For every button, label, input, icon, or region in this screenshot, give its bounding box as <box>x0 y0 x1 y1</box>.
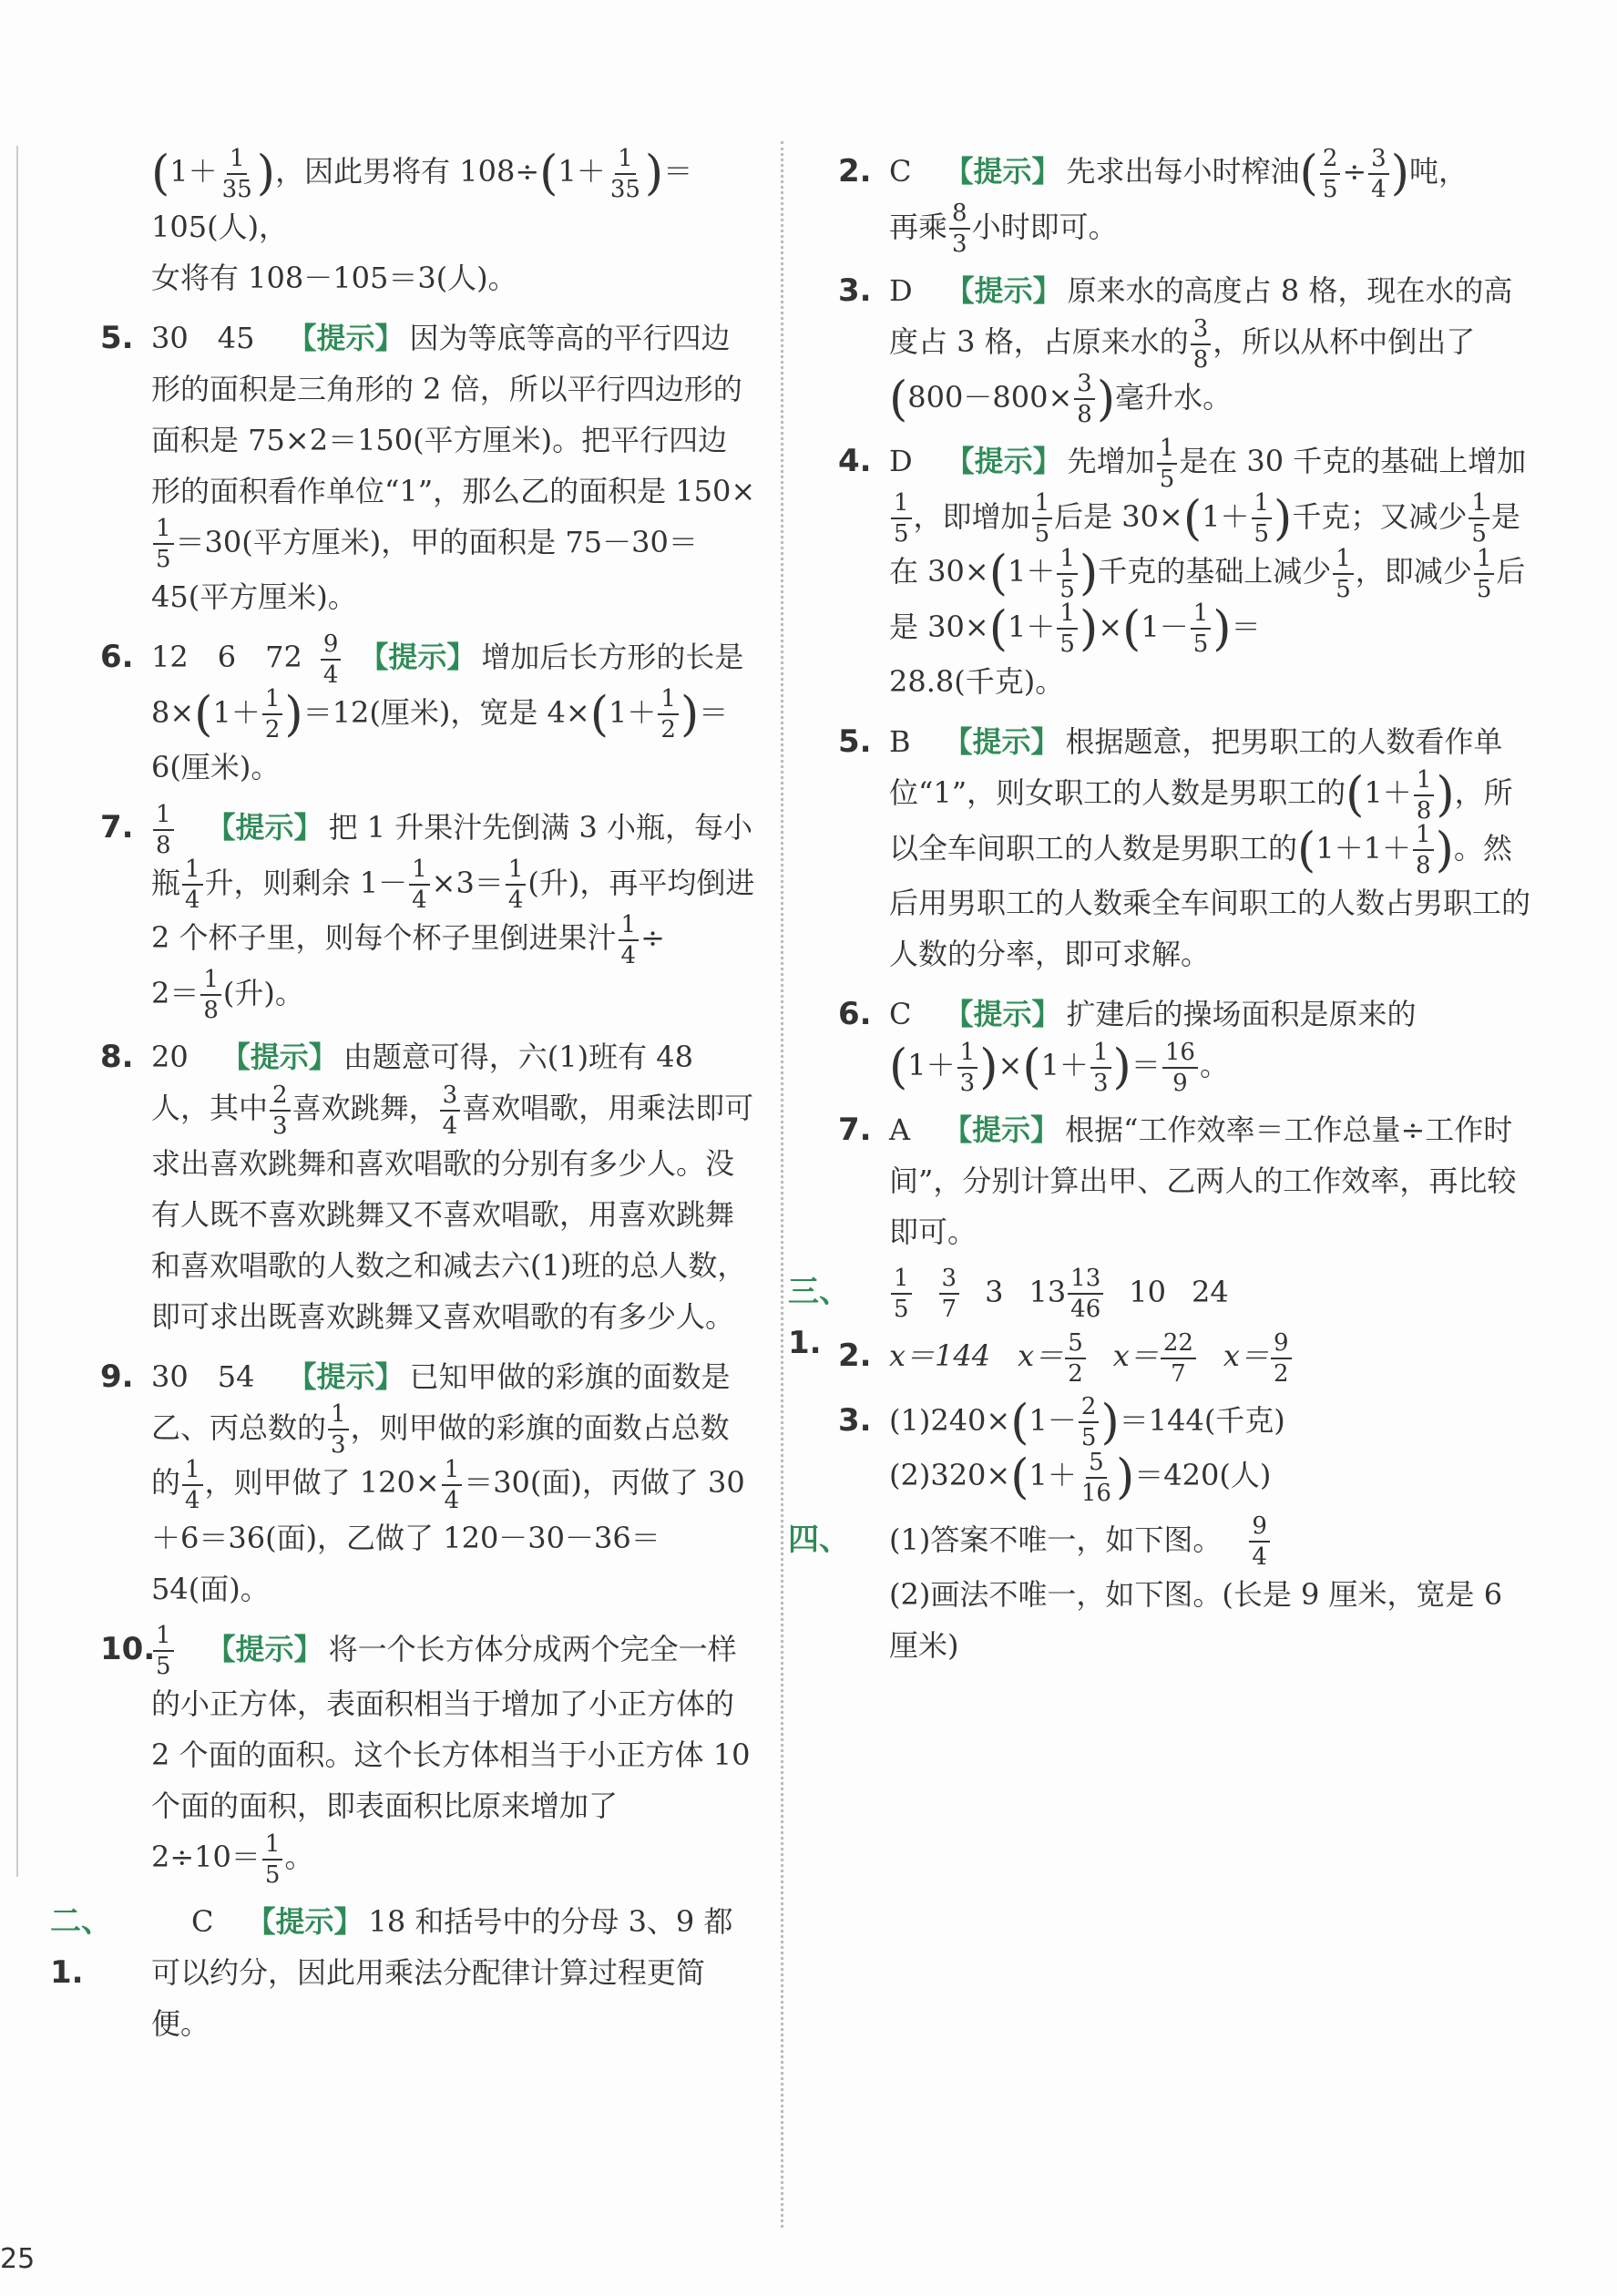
column-divider <box>781 141 783 2228</box>
margin-rule <box>16 146 18 1877</box>
hint-label: 【提示】 <box>220 1040 338 1074</box>
hint-label: 【提示】 <box>206 1631 323 1666</box>
answer-item-r2: 2. C 【提示】 先求出每小时榨油( $\frac{2}{5}$ ÷ $\frac{3}{4}$ )吨， 再乘 $\frac{8}{3}$ 小时即可。 <box>838 144 1469 258</box>
answer-item-8: 8. 20 【提示】 由题意可得，六(1)班有 48 人，其中 $\frac{2}{3}$ 喜欢跳舞， $\frac{3}{4}$ 喜欢唱歌，用乘法即可求出喜欢跳舞和喜欢唱歌的分别有多少人。没有人既不喜欢跳舞又不喜欢唱歌，用喜欢跳舞和喜欢唱歌的人数之和减去六(1)班的总人数，即可求出既喜欢跳舞又喜欢唱歌的有多少人。 <box>100 1039 754 1334</box>
right-column <box>788 144 1531 1680</box>
answer-item-6: 6. 12 6 72 $\frac{9}{4}$ 【提示】 增加后长方形的长是 8×(1＋ $\frac{1}{2}$ )＝12(厘米)，宽是 4×(1＋ $\frac{1}{2}$ )＝ 6(厘米)。 <box>100 630 744 784</box>
fraction: $\frac{1}{35}$ <box>609 144 640 203</box>
answer-item-r7: 7. A 【提示】 根据“工作效率＝工作总量÷工作时间”，分别计算出甲、乙两人的工作效率，再比较即可。 <box>838 1111 1517 1249</box>
answer-item-r3: 3. D 【提示】 原来水的高度占 8 格，现在水的高度占 3 格，占原来水的 $\frac{3}{8}$ ，所以从杯中倒出了(800－800× $\frac{3}{8}$ )毫升水。 <box>838 272 1513 428</box>
answer-item-9: 9. 30 54 【提示】 已知甲做的彩旗的面数是乙、丙总数的 $\frac{1}{3}$ ，则甲做的彩旗的面数占总数的 $\frac{1}{4}$ ，则甲做了 120× $\frac{1}{4}$ ＝30(面)，丙做了 30＋6＝36(面)，乙做了 120－30－36＝54(面)。 <box>100 1358 745 1606</box>
left-column <box>50 144 756 2058</box>
hint-label: 【提示】 <box>359 640 476 674</box>
hint-label: 【提示】 <box>206 810 323 845</box>
hint-label: 【提示】 <box>287 1358 404 1394</box>
hint-label: 【提示】 <box>943 1112 1060 1147</box>
hint-label: 【提示】 <box>287 320 404 355</box>
answer-item-r6: 6. C 【提示】 扩建后的操场面积是原来的 (1＋ $\frac{1}{3}$ )×(1＋ $\frac{1}{3}$ )＝ $\frac{16}{9}$ 。 <box>838 996 1417 1097</box>
hint-label: 【提示】 <box>945 444 1062 478</box>
answer-item-10: 10. $\frac{1}{5}$ 【提示】 将一个长方体分成两个完全一样的小正方体，表面积相当于增加了小正方体的 2 个面的面积。这个长方体相当于小正方体 10 个面的面积，即表面积比原来增加了 2÷10＝ $\frac{1}{5}$ 。 <box>100 1622 751 1889</box>
hint-label: 【提示】 <box>944 154 1061 189</box>
hint-label: 【提示】 <box>943 724 1060 759</box>
answer-item-r4: 4. D 【提示】 先增加 $\frac{1}{5}$ 是在 30 千克的基础上增加 $\frac{1}{5}$ ，即增加 $\frac{1}{5}$ 后是 30×(1＋ $\frac{1}{5}$ )千克；又减少 $\frac{1}{5}$ 是在 30×(1＋ $\frac{1}{5}$ )千克的基础上减少 $\frac{1}{5}$ ，即减少 $\frac{1}{5}$ 后是 30×(1＋ $\frac{1}{5}$ )×(1－ $\frac{1}{5}$ )＝ 28.8(千克)。 <box>838 434 1527 699</box>
section-3-item-2: 2. x＝144 x＝ $\frac{5}{2}$ x＝ $\frac{22}{7}$ x＝ $\frac{9}{2}$ <box>838 1330 1530 1386</box>
section-3-item-1: 三、1. $\frac{1}{5}$ $\frac{3}{7}$ 3 13 $\frac{13}{46}$ 10 24 <box>788 1265 1229 1361</box>
section-3-item-3: 3. (1)240×(1－ $\frac{2}{5}$ )＝144(千克) (2)320×(1＋ $\frac{5}{16}$ )＝420(人) <box>838 1393 1285 1507</box>
section-4: 四、 (1)答案不唯一，如下图。 $\frac{9}{4}$ (2)画法不唯一，如下图。(长是 9 厘米，宽是 6 厘米) <box>788 1512 1503 1663</box>
hint-label: 【提示】 <box>944 997 1061 1031</box>
section-2-item-1: 二、1. C 【提示】 18 和括号中的分母 3、9 都可以约分，因此用乘法分配律计算过程更简便。 <box>50 1902 733 2041</box>
answer-item-r5: 5. B 【提示】 根据题意，把男职工的人数看作单位“1”，则女职工的人数是男职工的(1＋ $\frac{1}{8}$ )，所以全车间职工的人数是男职工的(1＋1＋ $\frac{1}{8}$ )。然后用男职工的人数乘全车间职工的人数占男职工的人数的分率，即可求解。 <box>838 723 1531 971</box>
answer-item-5: 5. 30 45 【提示】 因为等底等高的平行四边形的面积是三角形的 2 倍，所以平行四边形的面积是 75×2＝150(平方厘米)。把平行四边形的面积看作单位“1”，那么乙的面积是 150× $\frac{1}{5}$ ＝30(平方厘米)，甲的面积是 75－30＝45(平方厘米)。 <box>100 319 756 614</box>
page-number: 25 <box>0 2243 36 2275</box>
continuation-text: (1＋ $\frac{1}{35}$ )，因此男将有 108÷(1＋ $\frac{1}{35}$ )＝105(人)， 女将有 108－105＝3(人)。 <box>151 144 693 295</box>
fraction: $\frac{1}{35}$ <box>221 144 252 203</box>
answer-item-7: 7. $\frac{1}{8}$ 【提示】 把 1 升果汁先倒满 3 小瓶，每小瓶 $\frac{1}{4}$ 升，则剩余 1－ $\frac{1}{4}$ ×3＝ $\frac{1}{4}$ (升)，再平均倒进 2 个杯子里，则每个杯子里倒进果汁 $\frac{1}{4}$ ÷ 2＝ $\frac{1}{8}$ (升)。 <box>100 800 755 1024</box>
hint-label: 【提示】 <box>246 1903 363 1939</box>
hint-label: 【提示】 <box>945 273 1062 308</box>
